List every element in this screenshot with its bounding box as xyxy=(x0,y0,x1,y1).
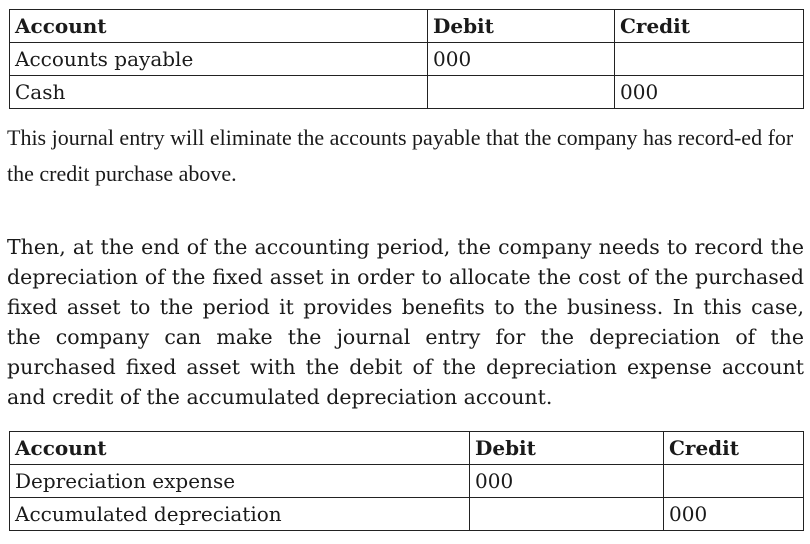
header-credit: Credit xyxy=(615,10,804,43)
table-row xyxy=(10,76,804,109)
header-credit: Credit xyxy=(664,432,804,465)
journal-table-depreciation xyxy=(9,431,804,531)
header-debit: Debit xyxy=(470,432,664,465)
credit-cell xyxy=(664,465,804,498)
table-row xyxy=(10,498,804,531)
table-row xyxy=(10,465,804,498)
account-cell: Cash xyxy=(10,76,428,109)
table-row xyxy=(10,43,804,76)
header-debit: Debit xyxy=(428,10,615,43)
debit-cell: 000 xyxy=(470,465,664,498)
credit-cell: 000 xyxy=(664,498,804,531)
credit-cell: 000 xyxy=(615,76,804,109)
depreciation-paragraph: Then, at the end of the accounting period, the company needs to record the depreciation of the fixed asset in order to allocate the cost of the purchased fixed asset to the period it provides benefits to the business. In this case, the company can make the journal entry for the depreciation of the purchased fixed asset with the debit of the depreciation expense account and credit of the accumulated depreciation account. xyxy=(7,235,804,409)
account-cell: Accounts payable xyxy=(10,43,428,76)
table-header-row xyxy=(10,10,804,43)
account-cell: Depreciation expense xyxy=(10,465,470,498)
journal-table-cash-payment xyxy=(9,9,804,109)
header-account: Account xyxy=(10,432,470,465)
credit-cell xyxy=(615,43,804,76)
debit-cell: 000 xyxy=(428,43,615,76)
debit-cell xyxy=(428,76,615,109)
debit-cell xyxy=(470,498,664,531)
account-cell: Accumulated depreciation xyxy=(10,498,470,531)
table-header-row xyxy=(10,432,804,465)
header-account: Account xyxy=(10,10,428,43)
explanation-paragraph: This journal entry will eliminate the accounts payable that the company has record-ed for the credit purchase above. xyxy=(7,125,794,186)
